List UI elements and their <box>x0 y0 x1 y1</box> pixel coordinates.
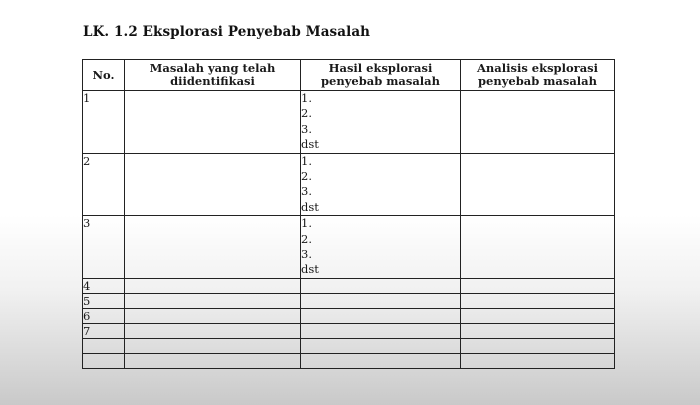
header-row <box>83 60 615 91</box>
exploration-table <box>82 59 615 369</box>
hasil-cell <box>301 153 461 216</box>
table-row <box>83 216 615 279</box>
header-no: No. <box>83 60 125 91</box>
list-item: dst <box>301 262 319 277</box>
masalah-cell <box>125 216 301 279</box>
list-item: 2. <box>301 106 312 121</box>
hasil-cell <box>301 91 461 154</box>
table-row <box>83 353 615 368</box>
header-hasil: Hasil eksplorasi penyebab masalah <box>301 60 461 91</box>
list-item: dst <box>301 199 319 214</box>
table-row <box>83 308 615 323</box>
row-number: 4 <box>83 278 125 293</box>
list-item: 1. <box>301 216 312 231</box>
header-analisis: Analisis eksplorasi penyebab masalah <box>461 60 615 91</box>
list-item: 2. <box>301 169 312 184</box>
list-item: 1. <box>301 91 312 105</box>
masalah-cell <box>125 91 301 154</box>
list-item: 2. <box>301 231 312 246</box>
row-number: 7 <box>83 323 125 338</box>
row-number: 6 <box>83 308 125 323</box>
table-row <box>83 153 615 216</box>
header-masalah: Masalah yang telah diidentifikasi <box>125 60 301 91</box>
document-title: LK. 1.2 Eksplorasi Penyebab Masalah <box>83 24 371 40</box>
row-number <box>83 353 125 368</box>
row-number: 2 <box>83 153 125 216</box>
row-number <box>83 338 125 353</box>
list-item: 3. <box>301 121 312 136</box>
table-row <box>83 338 615 353</box>
masalah-cell <box>125 153 301 216</box>
list-item: 3. <box>301 184 312 199</box>
row-number: 1 <box>83 91 125 154</box>
table-row <box>83 91 615 154</box>
row-number: 5 <box>83 293 125 308</box>
analisis-cell <box>461 216 615 279</box>
list-item: 3. <box>301 247 312 262</box>
table-row <box>83 278 615 293</box>
list-item: 1. <box>301 153 312 168</box>
hasil-cell <box>301 216 461 279</box>
table-row <box>83 323 615 338</box>
row-number: 3 <box>83 216 125 279</box>
list-item: dst <box>301 137 319 152</box>
analisis-cell <box>461 153 615 216</box>
table-row <box>83 293 615 308</box>
analisis-cell <box>461 91 615 154</box>
